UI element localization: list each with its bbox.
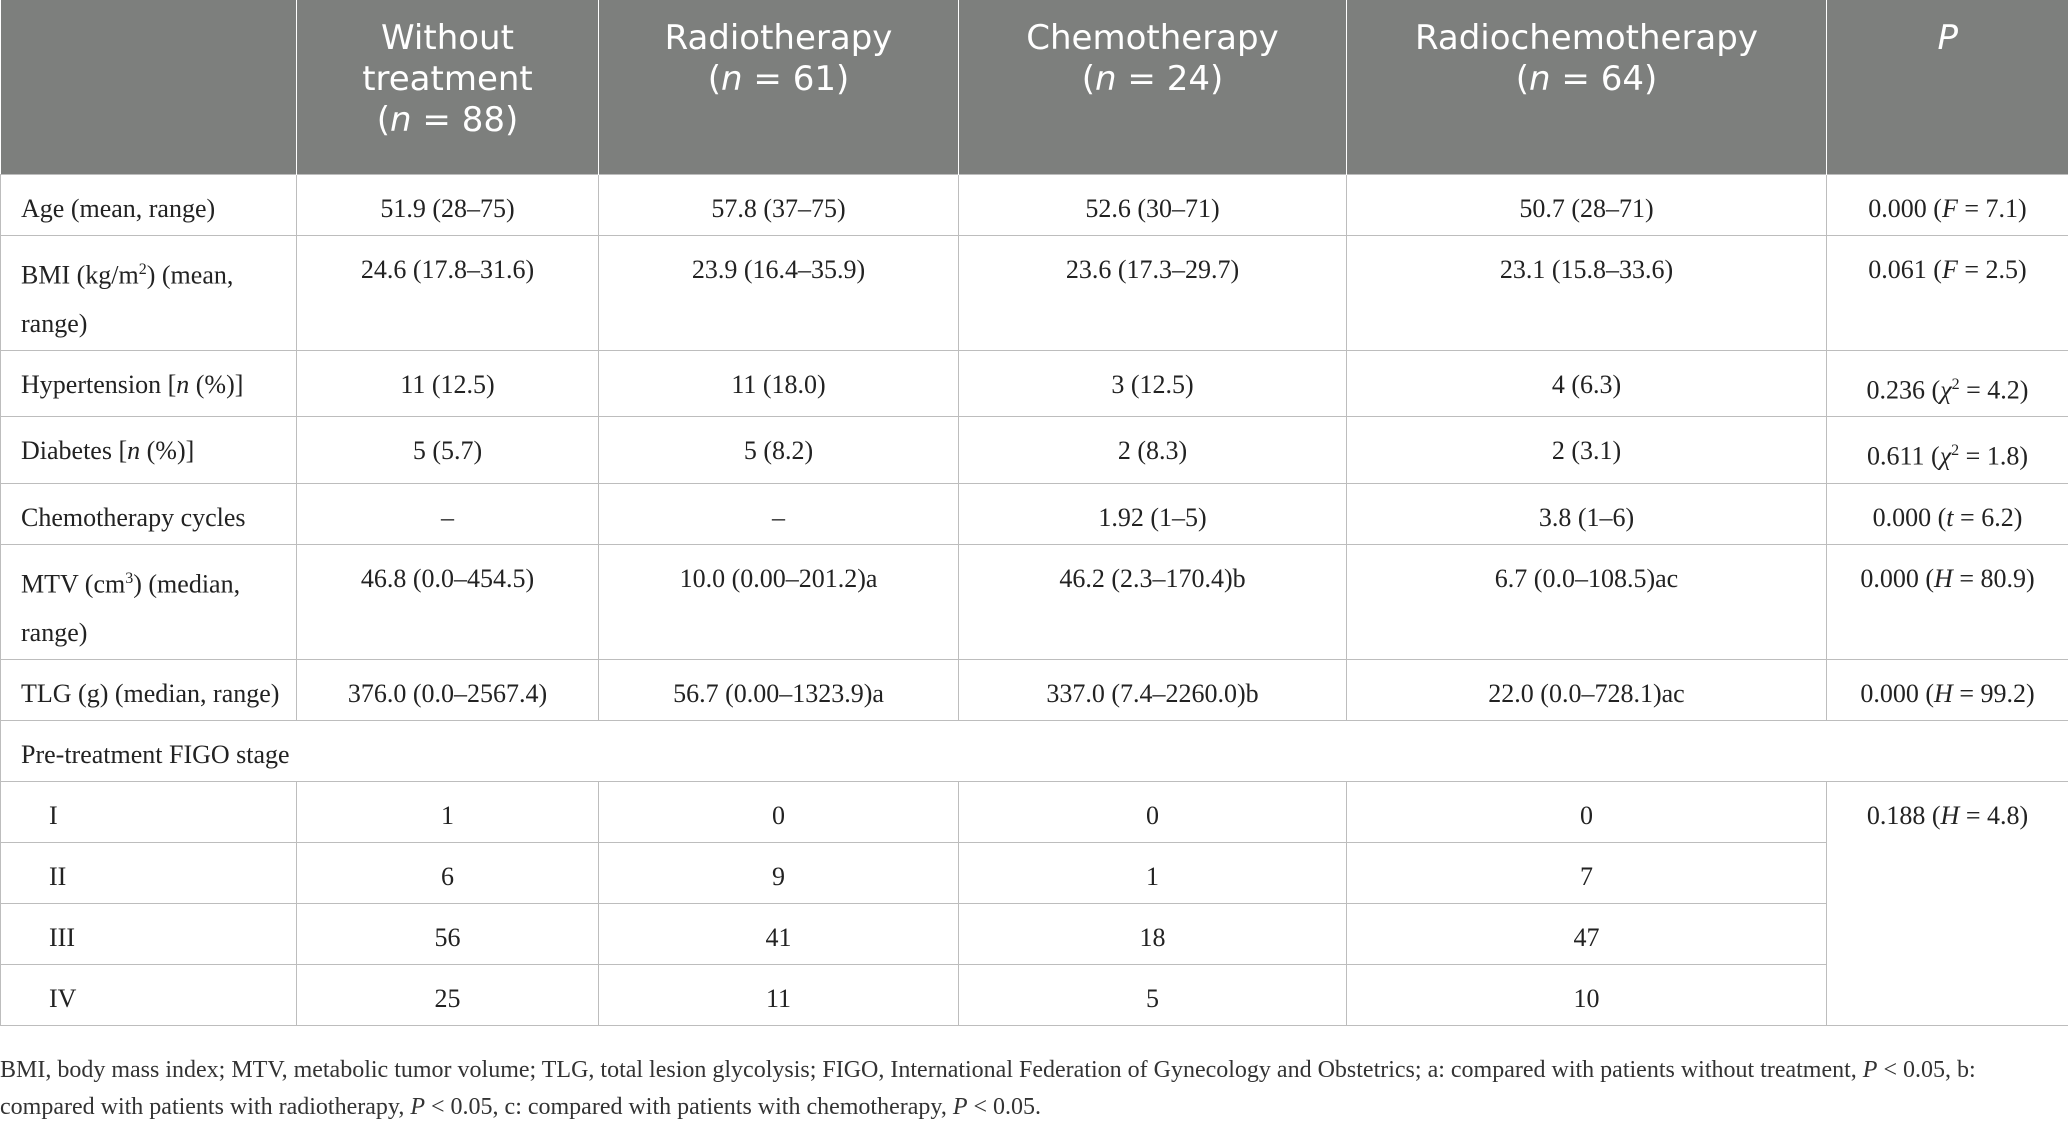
table-cell: 6 [297, 842, 599, 903]
table-cell: 1.92 (1–5) [959, 483, 1347, 544]
n-symbol: n [721, 59, 743, 99]
n-symbol: n [390, 100, 412, 140]
row-label [1, 350, 297, 417]
table-cell: 5 (5.7) [297, 417, 599, 484]
table-cell: 2 (3.1) [1347, 417, 1827, 484]
header-without-n: 88 [461, 100, 505, 140]
label-pre: MTV (cm [21, 569, 126, 599]
table-cell: 1 [297, 781, 599, 842]
header-chemotherapy-n: 24 [1166, 59, 1210, 99]
label-post: ) (median, range) [21, 569, 241, 647]
table-cell: 2 (8.3) [959, 417, 1347, 484]
p-value-cell [1827, 350, 2068, 417]
p-value-cell [1827, 544, 2068, 659]
table-row [1, 483, 2068, 544]
table-cell: 46.2 (2.3–170.4)b [959, 544, 1347, 659]
table-cell: 6.7 (0.0–108.5)ac [1347, 544, 1827, 659]
section-label: Pre-treatment FIGO stage [1, 720, 2068, 781]
table-row [1, 781, 2068, 842]
header-radiotherapy-n: 61 [792, 59, 836, 99]
table-cell: 56.7 (0.00–1323.9)a [599, 659, 959, 720]
p-rest: = 4.8) [1959, 800, 2029, 830]
footnote-p2: P [410, 1094, 425, 1120]
p-rest: = 80.9) [1952, 563, 2035, 593]
table-cell: 22.0 (0.0–728.1)ac [1347, 659, 1827, 720]
table-footnote [0, 1052, 2010, 1126]
p-val: 0.000 ( [1872, 502, 1947, 532]
p-rest: = 99.2) [1952, 678, 2035, 708]
n-eq: = [1550, 59, 1601, 99]
table-row [1, 964, 2068, 1025]
label-n: n [127, 436, 141, 466]
p-stat: F [1941, 194, 1958, 223]
p-value-cell [1827, 236, 2068, 351]
table-cell: 24.6 (17.8–31.6) [297, 236, 599, 351]
table-row [1, 350, 2068, 417]
header-radiotherapy: Radiotherapy (n = 61) [599, 0, 959, 175]
table-cell: 5 [959, 964, 1347, 1025]
p-value-cell [1827, 175, 2068, 236]
table-cell: 376.0 (0.0–2567.4) [297, 659, 599, 720]
p-value-cell [1827, 483, 2068, 544]
p-stat: χ [1939, 441, 1952, 471]
table-cell: 3.8 (1–6) [1347, 483, 1827, 544]
label-n: n [176, 369, 190, 399]
row-label: TLG (g) (median, range) [1, 659, 297, 720]
n-eq: = [742, 59, 793, 99]
row-label: I [1, 781, 297, 842]
label-pre: Hypertension [ [21, 369, 177, 399]
table-row [1, 842, 2068, 903]
p-val: 0.236 ( [1866, 375, 1941, 405]
p-sup: 2 [1951, 442, 1960, 460]
label-pre: BMI (kg/m [21, 260, 139, 290]
n-symbol: n [1095, 59, 1117, 99]
p-stat: H [1934, 563, 1953, 593]
table-cell: 57.8 (37–75) [599, 175, 959, 236]
table-row [1, 417, 2068, 484]
p-val: 0.188 ( [1866, 800, 1941, 830]
row-label [1, 236, 297, 351]
table-cell: 25 [297, 964, 599, 1025]
row-label: III [1, 903, 297, 964]
n-eq: = [1116, 59, 1167, 99]
header-empty [1, 0, 297, 175]
p-val: 0.000 ( [1860, 563, 1935, 593]
p-stat: H [1934, 678, 1953, 708]
table-cell: 5 (8.2) [599, 417, 959, 484]
header-radiotherapy-title: Radiotherapy [664, 18, 893, 58]
p-val: 0.061 ( [1868, 255, 1942, 284]
p-stat: t [1946, 502, 1954, 532]
label-post: (%)] [189, 369, 244, 399]
table-cell: 337.0 (7.4–2260.0)b [959, 659, 1347, 720]
table-cell: 50.7 (28–71) [1347, 175, 1827, 236]
row-label: Age (mean, range) [1, 175, 297, 236]
table-cell: 56 [297, 903, 599, 964]
header-radiochemotherapy-title: Radiochemotherapy [1415, 18, 1758, 58]
table-cell: 9 [599, 842, 959, 903]
header-radiochemotherapy: Radiochemotherapy (n = 64) [1347, 0, 1827, 175]
table-cell: 51.9 (28–75) [297, 175, 599, 236]
table-cell: 23.9 (16.4–35.9) [599, 236, 959, 351]
footnote-part1: BMI, body mass index; MTV, metabolic tumor volume; TLG, total lesion glycolysis; FIGO, International Federation of Gynecology and Obstetrics; a: compared with patients without treatment, [0, 1057, 1863, 1083]
table-cell: 10 [1347, 964, 1827, 1025]
table-cell: 11 (18.0) [599, 350, 959, 417]
header-row [1, 0, 2068, 175]
table-cell: 41 [599, 903, 959, 964]
label-sup: 2 [138, 261, 147, 278]
header-p-value [1827, 0, 2068, 175]
p-val: 0.611 ( [1867, 441, 1940, 471]
header-radiochemotherapy-n: 64 [1600, 59, 1644, 99]
row-label: Chemotherapy cycles [1, 483, 297, 544]
table-cell: 3 (12.5) [959, 350, 1347, 417]
label-post: (%)] [140, 436, 195, 466]
table-cell: 0 [959, 781, 1347, 842]
table-cell: – [599, 483, 959, 544]
table-row [1, 903, 2068, 964]
p-rest: = 4.2) [1959, 375, 2029, 405]
p-val: 0.000 ( [1868, 194, 1942, 223]
table-cell: 18 [959, 903, 1347, 964]
p-val: 0.000 ( [1860, 678, 1935, 708]
table-row [1, 544, 2068, 659]
table-cell: 46.8 (0.0–454.5) [297, 544, 599, 659]
header-without-line2: treatment [362, 59, 533, 99]
n-symbol: n [1529, 59, 1551, 99]
table-cell: 11 [599, 964, 959, 1025]
table-cell: 0 [1347, 781, 1827, 842]
p-value-cell [1827, 659, 2068, 720]
p-rest: = 1.8) [1959, 441, 2028, 471]
table-cell: 0 [599, 781, 959, 842]
p-stat: F [1941, 255, 1958, 284]
p-stat: H [1940, 800, 1960, 830]
footnote-part4: < 0.05. [967, 1094, 1042, 1120]
p-stat: χ [1940, 375, 1952, 405]
p-rest: = 2.5) [1957, 255, 2027, 284]
label-pre: Diabetes [ [21, 436, 128, 466]
table-cell: 10.0 (0.00–201.2)a [599, 544, 959, 659]
table-cell: 23.1 (15.8–33.6) [1347, 236, 1827, 351]
header-p-title: P [1937, 18, 1958, 58]
footnote-part3: < 0.05, c: compared with patients with chemotherapy, [425, 1094, 953, 1120]
header-chemotherapy: Chemotherapy (n = 24) [959, 0, 1347, 175]
table-row [1, 236, 2068, 351]
footnote-p1: P [1862, 1057, 1878, 1083]
footnote-part2: < 0.05, b: compared with patients with radiotherapy, [0, 1057, 1976, 1120]
footnote-p3: P [952, 1094, 968, 1120]
label-post: ) (mean, range) [21, 260, 234, 338]
n-eq: = [411, 100, 462, 140]
table-cell: 52.6 (30–71) [959, 175, 1347, 236]
label-sup: 3 [125, 569, 134, 587]
table-cell: 7 [1347, 842, 1827, 903]
table-cell: 47 [1347, 903, 1827, 964]
row-label: IV [1, 964, 297, 1025]
p-sup: 2 [1951, 375, 1960, 393]
table-cell: 23.6 (17.3–29.7) [959, 236, 1347, 351]
header-chemotherapy-title: Chemotherapy [1026, 18, 1279, 58]
table-row [1, 175, 2068, 236]
table-cell: 4 (6.3) [1347, 350, 1827, 417]
table-cell: 1 [959, 842, 1347, 903]
table-cell: 11 (12.5) [297, 350, 599, 417]
table-row [1, 659, 2068, 720]
p-value-cell [1827, 417, 2068, 484]
table-row-figo-section [1, 720, 2068, 781]
header-without-line1: Without [381, 18, 514, 58]
header-without-treatment: Without treatment (n = 88) [297, 0, 599, 175]
p-rest: = 6.2) [1953, 502, 2023, 532]
row-label [1, 544, 297, 659]
p-value-cell [1827, 781, 2068, 1025]
table-cell: – [297, 483, 599, 544]
row-label: II [1, 842, 297, 903]
p-rest: = 7.1) [1957, 194, 2027, 223]
row-label [1, 417, 297, 484]
